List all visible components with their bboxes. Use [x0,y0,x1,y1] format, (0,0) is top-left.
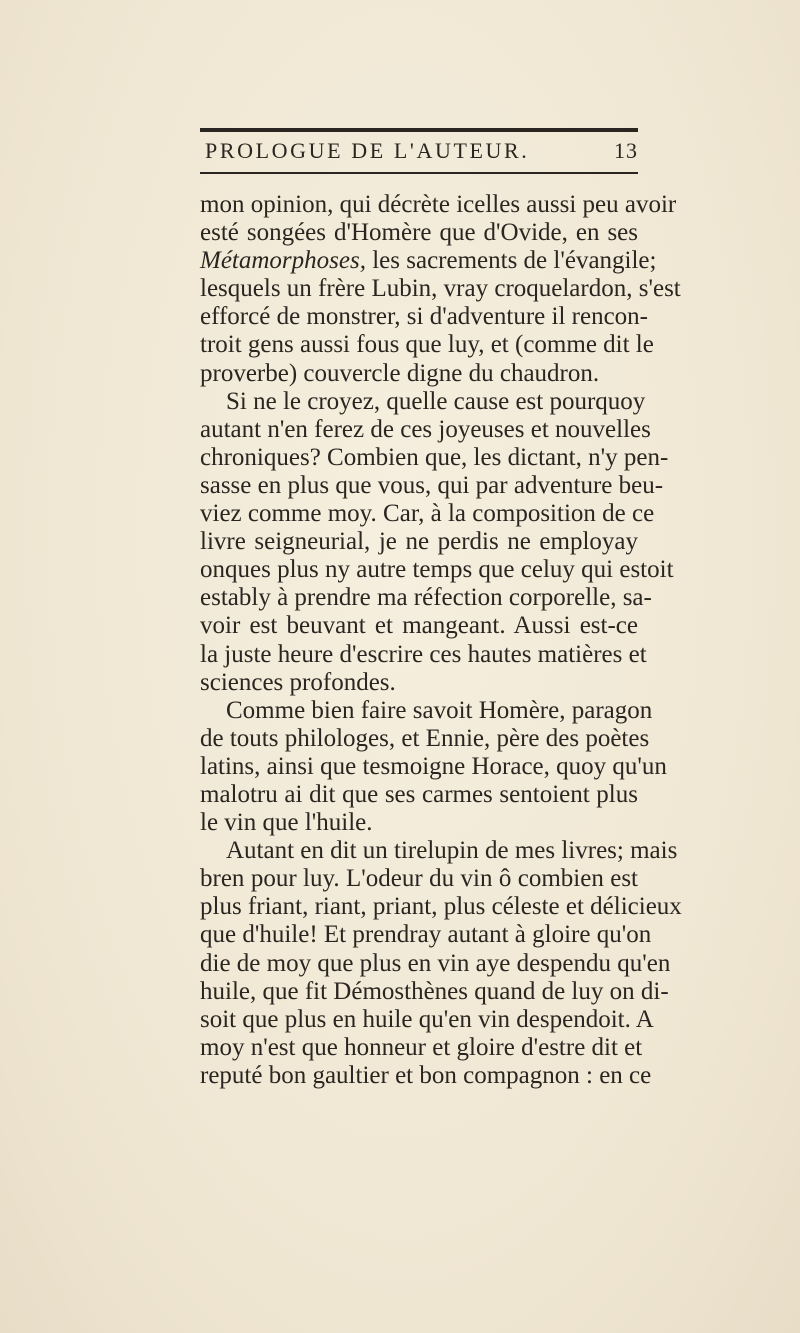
text-line-content: autant n'en ferez de ces joyeuses et nouvelles [200,415,651,443]
text-line [200,1033,643,1062]
text-line-content: estably à prendre ma réfection corporelle, sa- [200,584,652,612]
body-text [200,191,682,1090]
text-line [200,977,669,1006]
text-line-content: bren pour luy. L'odeur du vin ô combien est [200,865,638,893]
header-rule-top [200,128,638,132]
text-line [200,893,682,921]
text-line [200,275,681,303]
text-line [200,837,678,865]
text-line-content: de touts philologes, et Ennie, père des poètes [200,724,650,752]
text-line-content: sasse en plus que vous, qui par adventure beu- [200,471,664,499]
text-line [200,471,664,500]
text-line-content: soit que plus en huile qu'en vin despendoit. A [200,1005,654,1033]
italic-title: Métamorphoses, [200,247,366,275]
text-line-content: Autant en dit un tirelupin de mes livres; mais [226,837,678,865]
text-line [200,809,638,837]
text-line-content: le vin que l'huile. [200,809,373,837]
text-line-content: voir est beuvant et mangeant. Aussi est-ce [200,612,638,640]
running-head-title: PROLOGUE DE L'AUTEUR. [205,138,530,163]
text-line [200,584,652,612]
text-line-content: latins, ainsi que tesmoigne Horace, quoy qu'un [200,752,667,780]
text-line [200,360,638,388]
text-line [200,669,638,697]
text-line-content: la juste heure d'escrire ces hautes matières et [200,640,647,668]
text-line-content: moy n'est que honneur et gloire d'estre dit et [200,1033,643,1061]
text-line-content: livre seigneurial, je ne perdis ne employay [200,528,638,556]
text-line-content: chroniques? Combien que, les dictant, n'y pen- [200,443,669,471]
text-line-content: viez comme moy. Car, à la composition de ce [200,500,655,528]
text-line-content: lesquels un frère Lubin, vray croquelardon, s'est [200,275,681,303]
text-line [200,443,669,472]
text-line-content: malotru ai dit que ses carmes sentoient plus [200,780,638,808]
text-line [200,696,653,725]
text-line [200,640,647,669]
text-line [200,415,651,444]
text-line [200,247,657,275]
text-line [200,387,646,416]
text-line-content: onques plus ny autre temps que celuy qui estoit [200,556,674,584]
text-line-content: troit gens aussi fous que luy, et (comme dit le [200,331,654,359]
text-line [200,191,677,219]
text-line [200,724,650,753]
text-line [200,219,638,247]
text-line [200,528,638,556]
text-line-content: die de moy que plus en vin aye despendu qu'en [200,949,671,977]
text-line [200,500,655,528]
text-line-content: reputé bon gaultier et bon compagnon : en ce [200,1061,652,1089]
text-line-content: que d'huile! Et prendray autant à gloire qu'on [200,921,652,949]
header-rule-bottom [200,172,638,174]
text-line [200,781,638,809]
text-line-content: proverbe) couvercle digne du chaudron. [200,359,600,387]
text-line [200,921,652,949]
text-line [200,331,654,359]
text-line [200,1005,654,1034]
text-line [200,303,648,331]
text-line-content: mon opinion, qui décrète icelles aussi peu avoir [200,191,677,218]
text-line-content: Comme bien faire savoit Homère, paragon [226,696,653,724]
text-line [200,556,674,584]
text-line-content: les sacrements de l'évangile; [365,247,657,275]
text-line [200,1061,652,1090]
text-line [200,949,671,978]
text-line [200,865,638,893]
text-line [200,752,667,781]
page-number: 13 [614,138,638,163]
text-line-content: efforcé de monstrer, si d'adventure il rencon- [200,303,648,331]
text-line-content: sciences profondes. [200,668,396,696]
text-line-content: huile, que fit Démosthènes quand de luy on di- [200,977,669,1005]
text-line-content: plus friant, riant, priant, plus céleste et délicieux [200,893,682,921]
text-line-content: Si ne le croyez, quelle cause est pourquoy [226,387,646,415]
text-line-content: esté songées d'Homère que d'Ovide, en ses [200,219,638,247]
text-line [200,612,638,640]
running-head [205,138,638,170]
